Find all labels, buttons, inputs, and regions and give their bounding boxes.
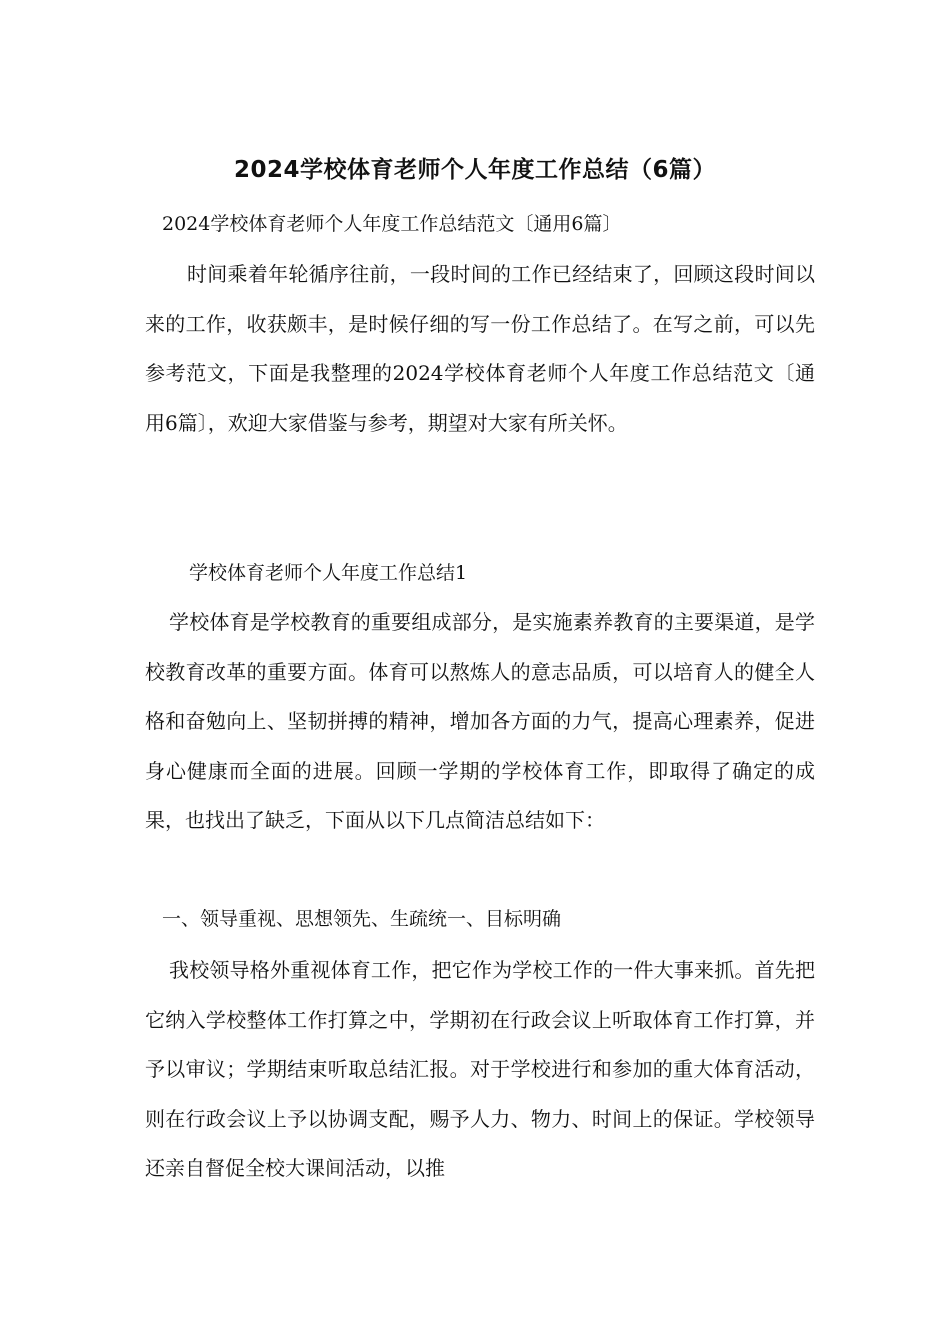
intro-paragraph: 时间乘着年轮循序往前，一段时间的工作已经结束了，回顾这段时间以来的工作，收获颇丰，是时候仔细的写一份工作总结了。在写之前，可以先参考范文，下面是我整理的2024学校体育老师个人年度工作总结范文〔通用6篇〕，欢迎大家借鉴与参考，期望对大家有所关怀。 bbox=[145, 262, 815, 435]
item-paragraph: 我校领导格外重视体育工作，把它作为学校工作的一件大事来抓。首先把它纳入学校整体工作打算之中，学期初在行政会议上听取体育工作打算，并予以审议；学期结束听取总结汇报。对于学校进行和参加的重大体育活动，则在行政会议上予以协调支配，赐予人力、物力、时间上的保证。学校领导还亲自督促全校大课间活动，以推 bbox=[145, 958, 815, 1180]
item-heading: 一、领导重视、思想领先、生疏统一、目标明确 bbox=[162, 908, 562, 930]
section-paragraph: 学校体育是学校教育的重要组成部分，是实施素养教育的主要渠道，是学校教育改革的重要方面。体育可以熬炼人的意志品质，可以培育人的健全人格和奋勉向上、坚韧拼搏的精神，增加各方面的力气，提高心理素养，促进身心健康而全面的进展。回顾一学期的学校体育工作，即取得了确定的成果，也找出了缺乏，下面从以下几点简洁总结如下： bbox=[145, 610, 815, 832]
section-heading: 学校体育老师个人年度工作总结1 bbox=[189, 562, 468, 584]
document-title: 2024学校体育老师个人年度工作总结（6篇） bbox=[233, 157, 717, 183]
document-subtitle: 2024学校体育老师个人年度工作总结范文〔通用6篇〕 bbox=[162, 213, 622, 235]
